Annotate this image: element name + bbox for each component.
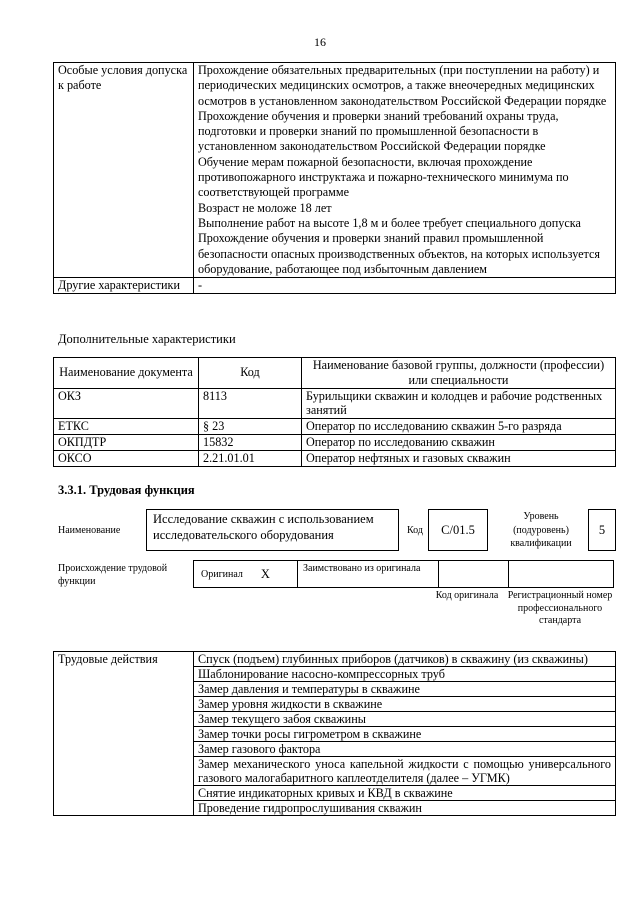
- labor-action: Замер газового фактора: [194, 742, 616, 757]
- table-row: [54, 652, 616, 667]
- table-row: [54, 434, 616, 450]
- title-cell: Оператор по исследованию скважин: [302, 434, 616, 450]
- code-label: Код: [407, 525, 423, 536]
- doc-cell: ЕТКС: [54, 419, 199, 435]
- table-header-row: [54, 358, 616, 389]
- doc-cell: ОКПДТР: [54, 434, 199, 450]
- function-name-box: Исследование скважин с использованием исследовательского оборудования: [146, 509, 399, 551]
- level-box: 5: [588, 509, 616, 551]
- origin-row: [193, 560, 616, 588]
- labor-action: Замер уровня жидкости в скважине: [194, 697, 616, 712]
- title-cell: Бурильщики скважин и колодцев и рабочие родственных занятий: [302, 388, 616, 419]
- origin-label: Происхождение трудовой функции: [58, 563, 168, 587]
- table-row: [54, 63, 616, 278]
- labor-actions-table: [53, 651, 616, 816]
- labor-action: Замер механического уноса капельной жидкости с помощью универсального газового малогабаритного каплеотделителя (далее – УГМК): [194, 757, 616, 786]
- condition-line: Прохождение обучения и проверки знаний требований охраны труда, подготовки и проверки знаний по промышленной безопасности в установленном законодательством Российской Федерации порядке: [198, 108, 559, 154]
- labor-action: Замер точки росы гигрометром в скважине: [194, 727, 616, 742]
- conditions-table: [53, 62, 616, 294]
- code-cell: 15832: [199, 434, 302, 450]
- table-row: [54, 419, 616, 435]
- condition-line: Прохождение обязательных предварительных (при поступлении на работу) и периодических медицинских осмотров, а также внеочередных медицинских осмотров в установленном законодательством Российской Федерации порядке: [198, 63, 607, 108]
- origin-code-cell: [438, 560, 509, 588]
- column-header: Наименование базовой группы, должности (профессии) или специальности: [302, 358, 616, 389]
- origin-code-caption: Код оригинала: [435, 590, 499, 601]
- doc-cell: ОКСО: [54, 450, 199, 466]
- other-characteristics-value: -: [194, 278, 616, 294]
- column-header: Код: [199, 358, 302, 389]
- reg-number-caption: Регистрационный номер профессионального стандарта: [507, 590, 613, 626]
- code-cell: 2.21.01.01: [199, 450, 302, 466]
- condition-line: Выполнение работ на высоте 1,8 м и более требует специального допуска: [198, 215, 581, 230]
- code-cell: § 23: [199, 419, 302, 435]
- original-cell: [193, 560, 298, 588]
- additional-characteristics-title: Дополнительные характеристики: [58, 332, 236, 346]
- page-number: 16: [314, 35, 326, 49]
- doc-cell: ОКЗ: [54, 388, 199, 419]
- column-header: Наименование документа: [54, 358, 199, 389]
- condition-line: Обучение мерам пожарной безопасности, включая прохождение противопожарного инструктажа и пожарно-технического минимума по соответствующей программе: [198, 154, 569, 200]
- original-label: Оригинал: [201, 568, 243, 580]
- special-conditions-label: Особые условия допуска к работе: [54, 63, 194, 278]
- borrowed-cell: Заимствовано из оригинала: [297, 560, 439, 588]
- reg-number-cell: [508, 560, 614, 588]
- labor-action: Спуск (подъем) глубинных приборов (датчиков) в скважину (из скважины): [194, 652, 616, 667]
- function-name-label: Наименование: [58, 525, 121, 536]
- level-label: Уровень (подуровень) квалификации: [510, 511, 572, 549]
- labor-action: Замер текущего забоя скважины: [194, 712, 616, 727]
- condition-line: Возраст не моложе 18 лет: [198, 200, 332, 215]
- additional-characteristics-table: [53, 357, 616, 467]
- labor-action: Снятие индикаторных кривых и КВД в скважине: [194, 786, 616, 801]
- section-title: 3.3.1. Трудовая функция: [58, 483, 195, 497]
- table-row: [54, 278, 616, 294]
- code-box: C/01.5: [428, 509, 488, 551]
- condition-line: Прохождение обучения и проверки знаний правил промышленной безопасности опасных производственных объектов, на которых используется оборудование, работающее под избыточным давлением: [198, 231, 601, 276]
- labor-actions-label: Трудовые действия: [54, 652, 194, 816]
- title-cell: Оператор по исследованию скважин 5-го разряда: [302, 419, 616, 435]
- other-characteristics-label: Другие характеристики: [54, 278, 194, 294]
- table-row: [54, 450, 616, 466]
- code-cell: 8113: [199, 388, 302, 419]
- special-conditions-value: [194, 63, 616, 278]
- labor-action: Шаблонирование насосно-компрессорных труб: [194, 667, 616, 682]
- original-mark: X: [260, 566, 270, 581]
- title-cell: Оператор нефтяных и газовых скважин: [302, 450, 616, 466]
- labor-action: Замер давления и температуры в скважине: [194, 682, 616, 697]
- table-row: [54, 388, 616, 419]
- labor-action: Проведение гидропрослушивания скважин: [194, 801, 616, 816]
